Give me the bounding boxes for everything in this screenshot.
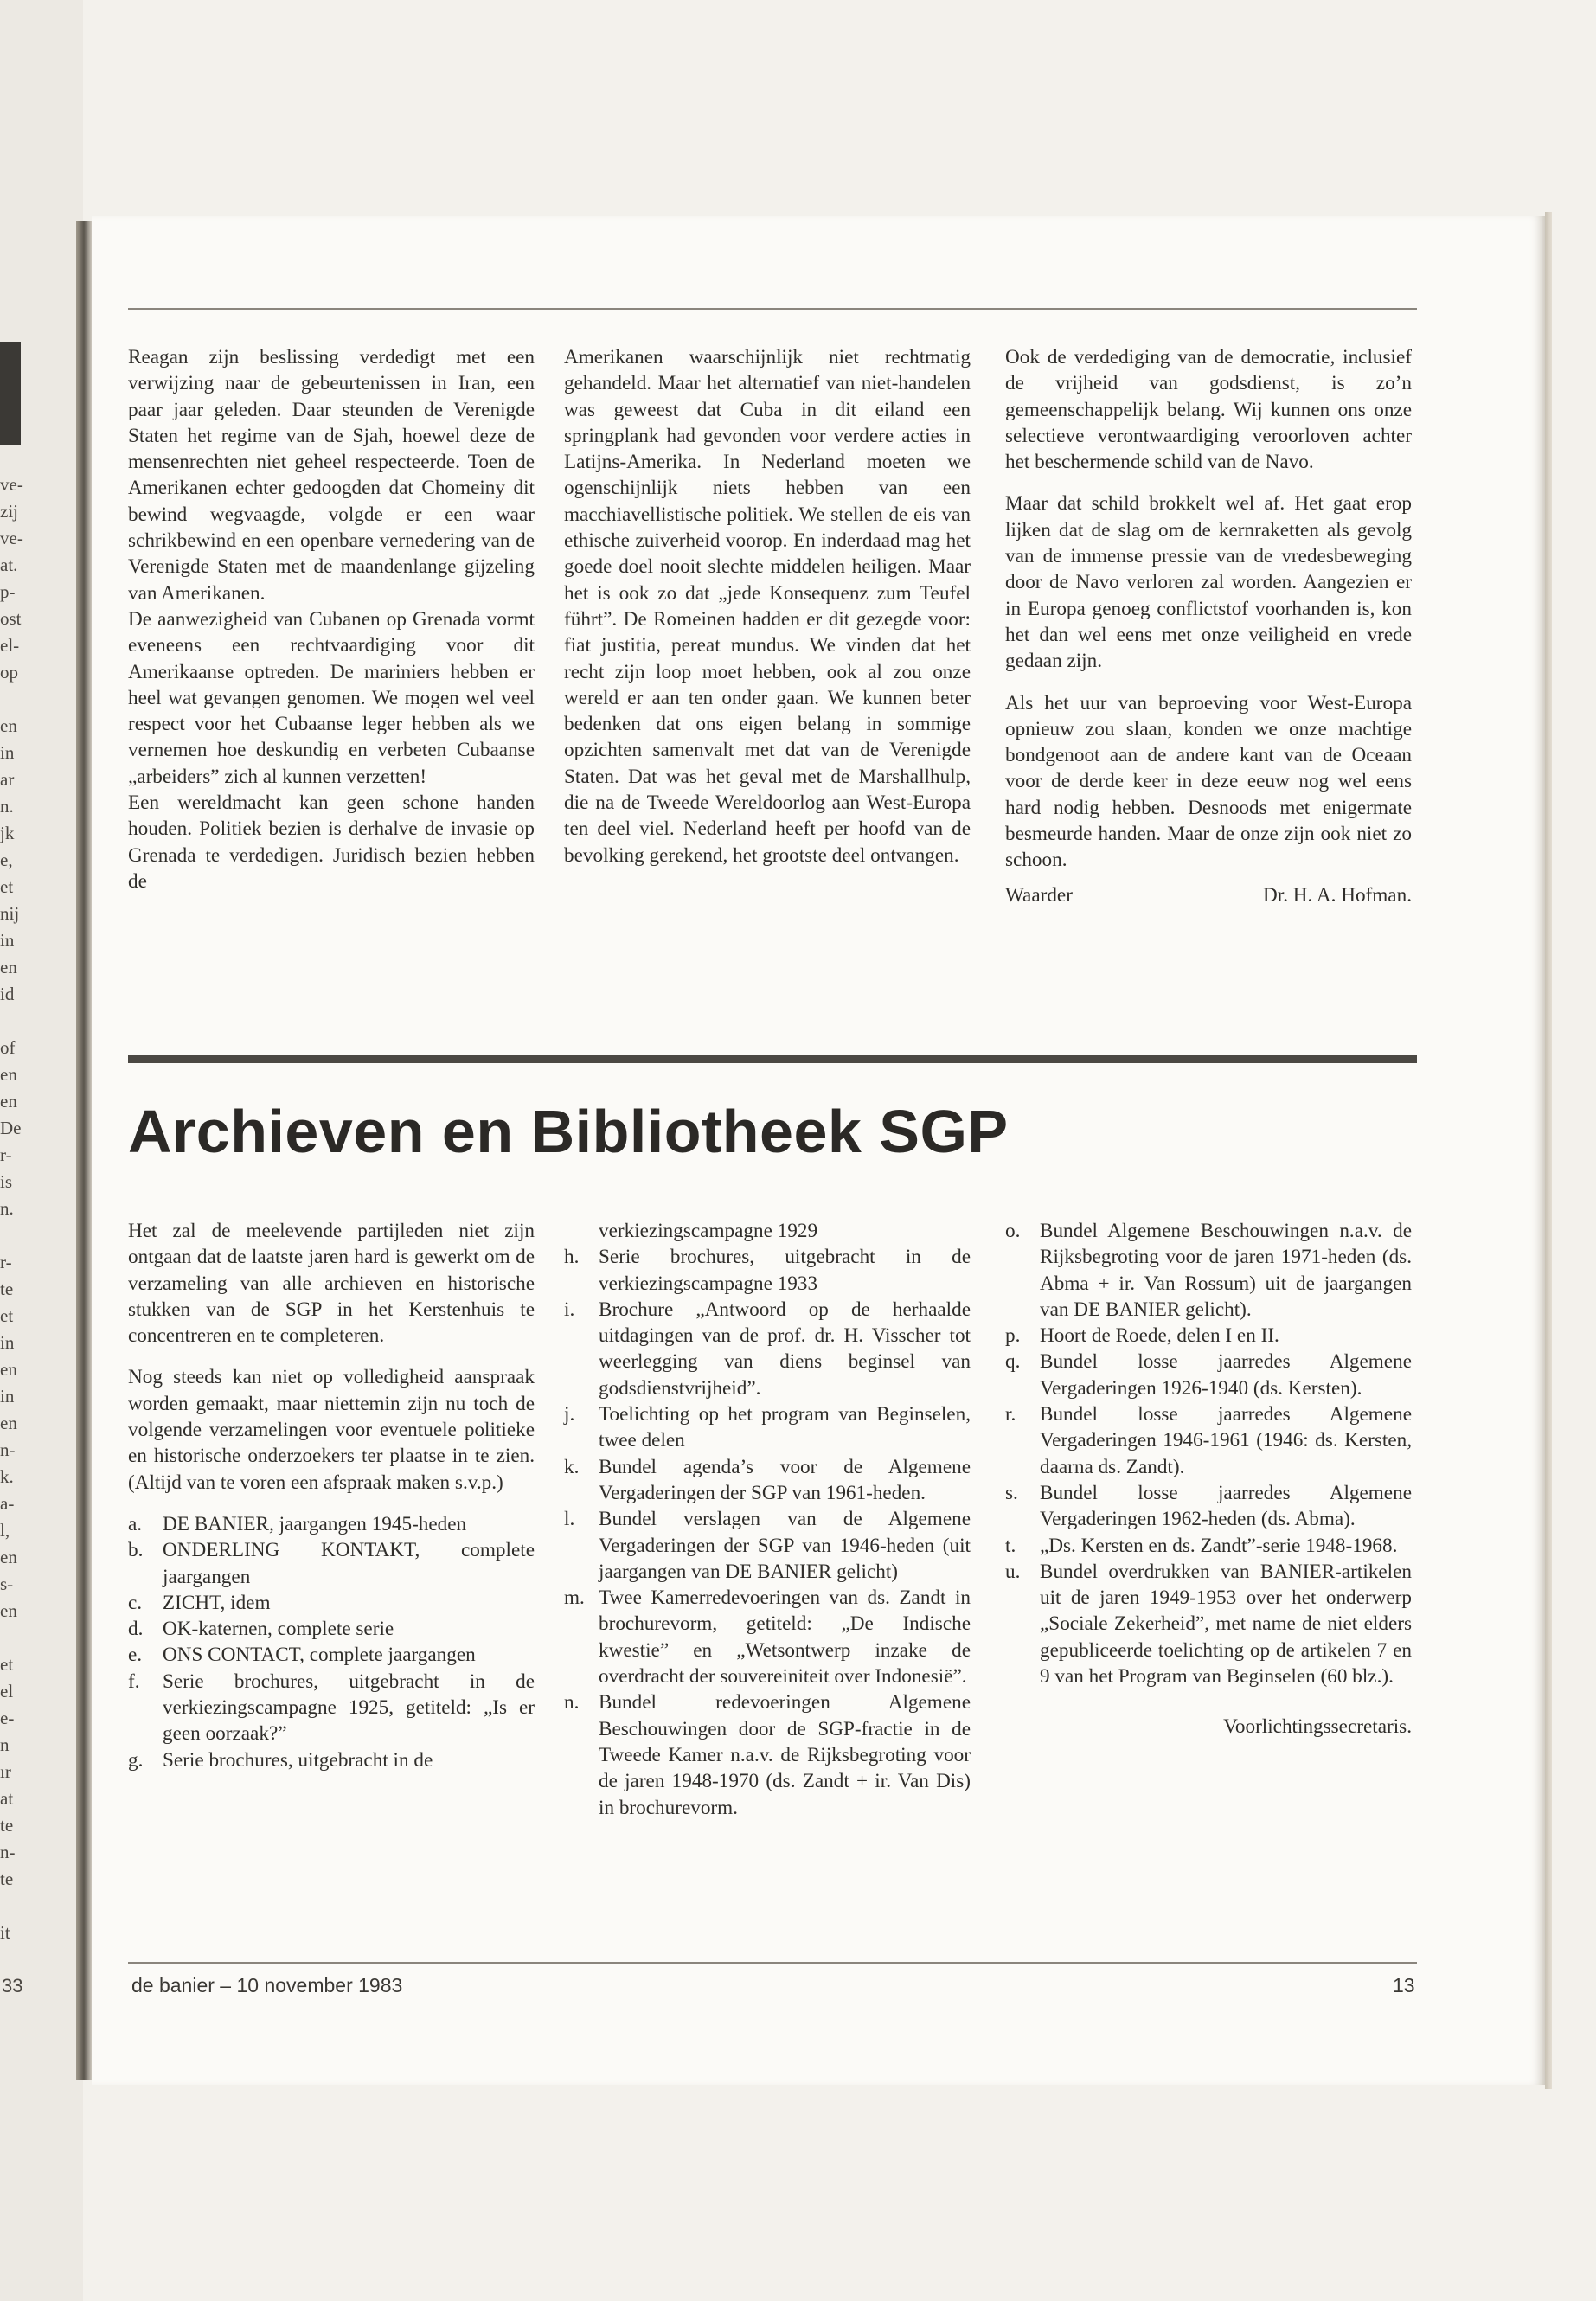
fragment: in bbox=[0, 1332, 15, 1353]
fragment bbox=[0, 1222, 69, 1249]
fragment: of bbox=[0, 1037, 16, 1058]
intro-paragraph: Nog steeds kan niet op volledigheid aanspraak worden gemaakt, maar niettemin zijn nu toch de volgende verzamelingen voor eventuele politieke en historische onderzoekers ter plaatse in te zien. (Altijd van te voren een afspraak maken s.v.p.) bbox=[128, 1366, 535, 1494]
list-item-letter: t. bbox=[1005, 1534, 1016, 1557]
list-item-letter: p. bbox=[1005, 1324, 1021, 1348]
article-top-column-3 bbox=[1005, 344, 1412, 908]
list-item-text: „Ds. Kersten en ds. Zandt”-serie 1948-1968. bbox=[1040, 1534, 1398, 1557]
fragment: en bbox=[0, 1413, 17, 1433]
list-item-letter: n. bbox=[564, 1691, 580, 1715]
list-item-letter: r. bbox=[1005, 1403, 1016, 1426]
section-divider bbox=[128, 1055, 1417, 1063]
fragment: el- bbox=[0, 635, 20, 656]
fragment: in bbox=[0, 1386, 15, 1407]
list-item-letter: s. bbox=[1005, 1481, 1018, 1504]
article-top-column-2 bbox=[564, 344, 971, 868]
archive-column-2 bbox=[564, 1218, 971, 1821]
signature-author: Dr. H. A. Hofman. bbox=[1263, 883, 1412, 907]
list-item-text: Bundel redevoeringen Algemene Beschouwingen door de SGP-fractie in de Tweede Kamer n.a.v. de Rijksbegroting voor de jaren 1948-1970 (ds. Zandt + ir. Van Dis) in brochurevorm. bbox=[599, 1691, 971, 1819]
fragment: r- bbox=[0, 1144, 12, 1165]
list-item bbox=[128, 1747, 535, 1773]
list-item bbox=[564, 1454, 971, 1507]
list-item bbox=[564, 1506, 971, 1585]
fragment: te bbox=[0, 1279, 14, 1299]
list-item bbox=[128, 1590, 535, 1616]
binding-shadow bbox=[76, 221, 92, 2080]
fragment: en bbox=[0, 1091, 17, 1112]
list-item-letter: j. bbox=[564, 1403, 575, 1426]
top-rule bbox=[128, 308, 1417, 310]
fragment: s- bbox=[0, 1574, 14, 1594]
list-item-text: ONDERLING KONTAKT, complete jaargangen bbox=[163, 1539, 535, 1588]
collection-list bbox=[564, 1218, 971, 1821]
fragment: De bbox=[0, 1118, 22, 1138]
fragment: en bbox=[0, 1064, 17, 1085]
list-item-text: Bundel losse jaarredes Algemene Vergaderingen 1926-1940 (ds. Kersten). bbox=[1040, 1350, 1412, 1400]
fragment: nij bbox=[0, 903, 20, 924]
list-item-letter: i. bbox=[564, 1298, 575, 1321]
list-item bbox=[1005, 1533, 1412, 1559]
list-item-letter: o. bbox=[1005, 1220, 1021, 1242]
list-item-letter: e. bbox=[128, 1644, 143, 1667]
list-item-text: ZICHT, idem bbox=[163, 1591, 271, 1614]
signature-place: Waarder bbox=[1005, 883, 1073, 907]
list-item-letter: m. bbox=[564, 1586, 585, 1610]
list-item bbox=[564, 1297, 971, 1401]
fragment: op bbox=[0, 662, 18, 683]
fragment: n- bbox=[0, 1842, 16, 1862]
fragment: zij bbox=[0, 501, 18, 522]
list-item-text: Bundel agenda’s voor de Algemene Vergaderingen der SGP van 1961-heden. bbox=[599, 1455, 971, 1504]
paragraph: Maar dat schild brokkelt wel af. Het gaat erop lijken dat de slag om de kernraketten als gevolg van de immense pressie van de vredesbeweging door de Navo verloren zal worden. Aangezien er in Europa genoeg conflictstof voorhanden is, kon het dan wel eens met onze veiligheid en vrede gedaan zijn. bbox=[1005, 492, 1412, 673]
fragment: en bbox=[0, 1359, 17, 1380]
fragment: id bbox=[0, 984, 15, 1004]
fragment: et bbox=[0, 1305, 14, 1326]
list-item bbox=[1005, 1218, 1412, 1323]
list-item-continuation bbox=[564, 1218, 971, 1244]
fragment: n. bbox=[0, 796, 14, 817]
list-item bbox=[564, 1689, 971, 1820]
fragment: a- bbox=[0, 1493, 15, 1514]
list-item-text: Serie brochures, uitgebracht in de verkiezingscampagne 1925, getiteld: „Is er geen oorzaak?” bbox=[163, 1670, 535, 1746]
list-item-text: Bundel losse jaarredes Algemene Vergaderingen 1962-heden (ds. Abma). bbox=[1040, 1481, 1412, 1531]
fragment: en bbox=[0, 957, 17, 977]
fragment: te bbox=[0, 1815, 14, 1836]
fragment: en bbox=[0, 1600, 17, 1621]
paragraph: Als het uur van beproeving voor West-Europa opnieuw zou slaan, konden we onze machtige bondgenoot aan de andere kant van de Oceaan voor de derde keer in deze eeuw nog wel eens hard nodig hebben. Desnoods met enigermate besmeurde handen. Maar de onze zijn ook niet zo schoon. bbox=[1005, 691, 1412, 872]
list-item bbox=[1005, 1401, 1412, 1480]
collection-list bbox=[1005, 1218, 1412, 1689]
list-item bbox=[128, 1642, 535, 1668]
fragment: ır bbox=[0, 1761, 11, 1782]
list-item-text: Bundel verslagen van de Algemene Vergaderingen der SGP van 1946-heden (uit jaargangen van DE BANIER gelicht) bbox=[599, 1508, 971, 1583]
fragment: r- bbox=[0, 1252, 12, 1272]
fragment: k. bbox=[0, 1466, 14, 1487]
fragment: ost bbox=[0, 608, 22, 629]
list-item-text: Serie brochures, uitgebracht in de verkiezingscampagne 1933 bbox=[599, 1246, 971, 1295]
signature bbox=[1005, 882, 1412, 908]
list-item bbox=[128, 1511, 535, 1537]
list-item-letter: d. bbox=[128, 1618, 144, 1641]
list-item bbox=[564, 1585, 971, 1689]
list-item-letter: k. bbox=[564, 1455, 580, 1478]
fragment: ve- bbox=[0, 474, 23, 495]
paragraph: De aanwezigheid van Cubanen op Grenada vormt eveneens een rechtvaardiging voor dit Amerikaanse optreden. De mariniers hebben er heel wat gevangen genomen. We mogen wel veel respect voor het Cubaanse leger hebben als we vernemen hoe deskundig en verbeten Cubaanse „arbeiders” zich al kunnen verzetten! bbox=[128, 607, 535, 788]
fragment: en bbox=[0, 715, 17, 736]
list-item-text: OK-katernen, complete serie bbox=[163, 1618, 394, 1641]
list-item-text: Twee Kamerredevoeringen van ds. Zandt in brochurevorm, getiteld: „De Indische kwestie” en „Wetsontwerp inzake de overdracht der souvereiniteit over Indonesië”. bbox=[599, 1586, 971, 1689]
footer-rule bbox=[128, 1962, 1417, 1964]
fragment: e- bbox=[0, 1708, 15, 1728]
fragment: n- bbox=[0, 1439, 16, 1460]
list-item-text: Bundel overdrukken van BANIER-artikelen uit de jaren 1949-1953 over het onderwerp „Sociale Zekerheid”, met name de niet elders gepubliceerde toelichting op de artikelen 7 en 9 van het Program van Beginselen (60 blz.). bbox=[1040, 1560, 1412, 1689]
list-item bbox=[564, 1401, 971, 1454]
fragment: l, bbox=[0, 1520, 10, 1541]
fragment bbox=[0, 1625, 69, 1651]
fragment: ve- bbox=[0, 528, 23, 548]
fragment bbox=[0, 1008, 69, 1035]
list-item-letter: c. bbox=[128, 1591, 143, 1614]
fragment: ar bbox=[0, 769, 15, 790]
list-item-text: Toelichting op het program van Beginselen, twee delen bbox=[599, 1403, 971, 1452]
list-item-text: Bundel Algemene Beschouwingen n.a.v. de Rijksbegroting voor de jaren 1971-heden (ds. Abma + ir. Van Rossum) uit de jaargangen van DE BANIER gelicht). bbox=[1040, 1220, 1412, 1321]
list-item bbox=[128, 1669, 535, 1747]
list-item-text: Serie brochures, uitgebracht in de bbox=[163, 1748, 433, 1772]
previous-page-text-fragments bbox=[0, 471, 69, 2080]
fragment: te bbox=[0, 1868, 14, 1889]
closing-signature: Voorlichtingssecretaris. bbox=[1223, 1715, 1412, 1739]
list-item bbox=[128, 1616, 535, 1642]
list-item-text: verkiezingscampagne 1929 bbox=[599, 1220, 818, 1242]
list-item bbox=[1005, 1480, 1412, 1533]
collection-list bbox=[128, 1511, 535, 1773]
page-edge bbox=[1545, 212, 1552, 2089]
fragment: n bbox=[0, 1734, 10, 1755]
list-item-text: Hoort de Roede, delen I en II. bbox=[1040, 1324, 1279, 1348]
fragment: e, bbox=[0, 849, 13, 870]
fragment: p- bbox=[0, 581, 16, 602]
fragment: in bbox=[0, 930, 15, 951]
fragment: en bbox=[0, 1547, 17, 1567]
archive-column-1 bbox=[128, 1218, 535, 1773]
list-item-text: Bundel losse jaarredes Algemene Vergaderingen 1946-1961 (1946: ds. Kersten, daarna ds. Zandt). bbox=[1040, 1403, 1412, 1478]
previous-page-number: 33 bbox=[2, 1975, 23, 1997]
fragment: in bbox=[0, 742, 15, 763]
archive-column-3 bbox=[1005, 1218, 1412, 1740]
fragment bbox=[0, 686, 69, 713]
list-item bbox=[564, 1244, 971, 1297]
list-item bbox=[1005, 1559, 1412, 1689]
fragment: jk bbox=[0, 823, 15, 843]
footer-page-number: 13 bbox=[1393, 1974, 1415, 1997]
footer-publication: de banier – 10 november 1983 bbox=[131, 1974, 403, 1997]
list-item-letter: f. bbox=[128, 1670, 140, 1693]
list-item-letter: h. bbox=[564, 1246, 580, 1269]
paragraph: Amerikanen waarschijnlijk niet rechtmatig gehandeld. Maar het alternatief van niet-handelen was geweest dat Cuba in dit eiland een springplank had gevonden voor verdere acties in Latijns-Amerika. In Nederland moeten we ogenschijnlijk niets hebben van een macchiavellistische politiek. We stellen de eis van ethische zuiverheid voorop. En inderdaad mag het goede doel nooit slechte middelen heiligen. Maar het is ook zo dat „jede Konsequenz zum Teufel führt”. De Romeinen hadden er dit gezegde voor: fiat justitia, pereat mundus. We vinden dat het recht zijn loop moet hebben, ook al zou onze wereld er aan ten onder gaan. We kunnen beter bedenken dat ons eigen belang in sommige opzichten samenvalt met dat van de Verenigde Staten. Dat was het geval met de Marshallhulp, die na de Tweede Wereldoorlog aan West-Europa ten deel viel. Nederland heeft per hoofd van de bevolking gerekend, het grootste deel ontvangen. bbox=[564, 346, 971, 867]
paragraph: Reagan zijn beslissing verdedigt met een verwijzing naar de gebeurtenissen in Iran, een paar jaar geleden. Daar steunden de Verenigde Staten het regime van de Sjah, hoewel deze de mensenrechten niet geheel respecteerde. Toen de Amerikanen echter gedoogden dat Chomeiny dit bewind wegvaagde, volgde er een waar schrikbewind en een openbare vernedering van de Verenigde Staten met de maandenlange gijzeling van Amerikanen. bbox=[128, 346, 535, 605]
list-item-letter: u. bbox=[1005, 1560, 1021, 1583]
list-item-letter: l. bbox=[564, 1508, 575, 1531]
list-item-letter: q. bbox=[1005, 1350, 1021, 1374]
fragment: et bbox=[0, 876, 14, 897]
list-item bbox=[128, 1537, 535, 1590]
list-item-text: ONS CONTACT, complete jaargangen bbox=[163, 1644, 476, 1667]
list-item-letter: b. bbox=[128, 1539, 144, 1562]
fragment: at. bbox=[0, 554, 18, 575]
list-item bbox=[1005, 1349, 1412, 1401]
section-headline: Archieven en Bibliotheek SGP bbox=[128, 1098, 1009, 1165]
previous-page-dark-block bbox=[0, 342, 21, 445]
paragraph: Ook de verdediging van de democratie, inclusief de vrijheid van godsdienst, is zo’n gemeenschappelijk belang. Wij kunnen ons onze selectieve verontwaardiging veroorloven achter het beschermende schild van de Navo. bbox=[1005, 346, 1412, 474]
list-item-letter: a. bbox=[128, 1512, 143, 1535]
fragment: is bbox=[0, 1171, 13, 1192]
intro-paragraph: Het zal de meelevende partijleden niet zijn ontgaan dat de laatste jaren hard is gewerkt om de verzameling van alle archieven en historische stukken van de SGP in het Kerstenhuis te concentreren en te completeren. bbox=[128, 1220, 535, 1348]
fragment: n. bbox=[0, 1198, 14, 1219]
fragment: it bbox=[0, 1922, 10, 1943]
list-item-text: DE BANIER, jaargangen 1945-heden bbox=[163, 1512, 467, 1535]
fragment: at bbox=[0, 1788, 14, 1809]
fragment bbox=[0, 1893, 69, 1920]
paragraph: Een wereldmacht kan geen schone handen houden. Politiek bezien is derhalve de invasie op Grenada te verdedigen. Juridisch bezien hebben de bbox=[128, 792, 535, 893]
fragment: et bbox=[0, 1654, 14, 1675]
fragment: el bbox=[0, 1681, 14, 1702]
list-item-text: Brochure „Antwoord op de herhaalde uitdagingen van de prof. dr. H. Visscher tot weerlegging van diens beginsel van godsdienstvrijheid”. bbox=[599, 1298, 971, 1400]
list-item bbox=[1005, 1323, 1412, 1349]
article-top-column-1 bbox=[128, 344, 535, 894]
list-item-letter: g. bbox=[128, 1748, 144, 1772]
